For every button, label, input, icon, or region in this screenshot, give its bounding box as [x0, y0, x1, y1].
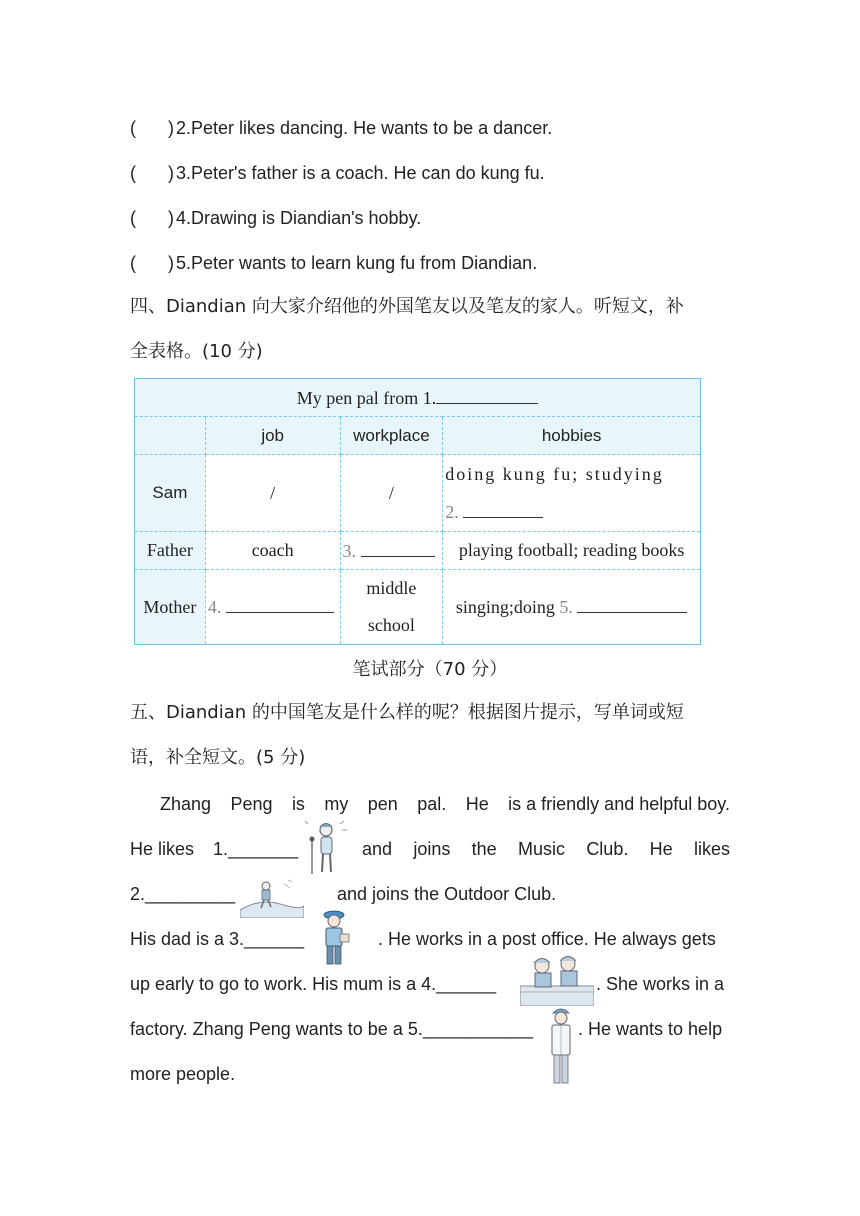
section-4-line2: 全表格。(10 分)	[130, 341, 263, 362]
section-5-line1: 五、Diandian 的中国笔友是什么样的呢？根据图片提示，写单词或短	[130, 702, 684, 723]
row-name-father: Father	[135, 532, 206, 570]
row-name-sam: Sam	[135, 455, 206, 532]
section-5-heading	[130, 690, 730, 780]
judge-text: 5.Peter wants to learn kung fu from Diandian.	[176, 253, 538, 273]
judge-text: 4.Drawing is Diandian's hobby.	[176, 208, 422, 228]
header-hobbies: hobbies	[443, 417, 701, 455]
passage-line-7: more people.	[130, 1064, 236, 1084]
judge-item-5	[130, 251, 537, 275]
passage-line-4-rest: . He works in a post office. He always gets	[378, 929, 716, 949]
answer-blank-5[interactable]	[577, 596, 687, 613]
passage-line-2: He likes 1._______	[130, 839, 299, 859]
answer-blank-3[interactable]	[361, 540, 435, 557]
answer-blank-p2[interactable]: 2._________	[130, 884, 236, 904]
header-empty	[135, 417, 206, 455]
judge-item-3	[130, 161, 545, 185]
singer-icon	[302, 818, 352, 876]
table-title-cell: My pen pal from 1.	[135, 379, 701, 417]
passage-line-5-rest: . She works in a	[596, 974, 725, 994]
header-workplace: workplace	[340, 417, 443, 455]
sam-workplace: /	[340, 455, 443, 532]
answer-blank-p1[interactable]: 1._______	[213, 839, 299, 859]
doctor-icon	[546, 1004, 576, 1086]
answer-blank-1[interactable]	[436, 387, 538, 404]
row-name-mother: Mother	[135, 570, 206, 645]
factory-worker-icon	[520, 952, 594, 1006]
father-workplace: 3.	[340, 532, 443, 570]
answer-bracket[interactable]: ( )	[130, 163, 174, 183]
judge-text: 2.Peter likes dancing. He wants to be a dancer.	[176, 118, 553, 138]
postman-icon	[314, 906, 354, 968]
mother-workplace: middle school	[340, 570, 443, 645]
passage-line-6-rest: . He wants to help	[578, 1019, 723, 1039]
mother-job: 4.	[205, 570, 340, 645]
passage-line-1: Zhang Peng is my pen pal. He is a friendly and helpful boy.	[160, 794, 730, 814]
sam-hobbies: doing kung fu; studying 2.	[443, 455, 701, 532]
judge-item-4	[130, 206, 421, 230]
father-job: coach	[205, 532, 340, 570]
section-5-line2: 语，补全短文。(5 分)	[130, 747, 306, 768]
sam-job: /	[205, 455, 340, 532]
answer-bracket[interactable]: ( )	[130, 253, 174, 273]
answer-blank-2[interactable]	[463, 501, 543, 518]
passage-line-5[interactable]: up early to go to work. His mum is a 4.______	[130, 974, 497, 994]
judge-item-2	[130, 116, 552, 140]
passage-line-2-rest: and joins the Music Club. He likes	[362, 839, 730, 859]
section-4-line1: 四、Diandian 向大家介绍他的外国笔友以及笔友的家人。听短文，补	[130, 296, 684, 317]
passage-line-3-rest: and joins the Outdoor Club.	[337, 884, 557, 904]
pen-pal-table	[134, 378, 701, 645]
written-part-title: 笔试部分（70 分）	[352, 659, 508, 680]
judge-text: 3.Peter's father is a coach. He can do kung fu.	[176, 163, 545, 183]
passage-line-4[interactable]: His dad is a 3.______	[130, 929, 305, 949]
mother-hobbies: singing;doing 5.	[443, 570, 701, 645]
father-hobbies: playing football; reading books	[443, 532, 701, 570]
hiker-icon	[240, 876, 304, 918]
answer-blank-4[interactable]	[226, 596, 334, 613]
section-4-heading	[130, 284, 730, 374]
header-job: job	[205, 417, 340, 455]
passage-line-6[interactable]: factory. Zhang Peng wants to be a 5.___________	[130, 1019, 533, 1039]
answer-bracket[interactable]: ( )	[130, 118, 174, 138]
answer-bracket[interactable]: ( )	[130, 208, 174, 228]
